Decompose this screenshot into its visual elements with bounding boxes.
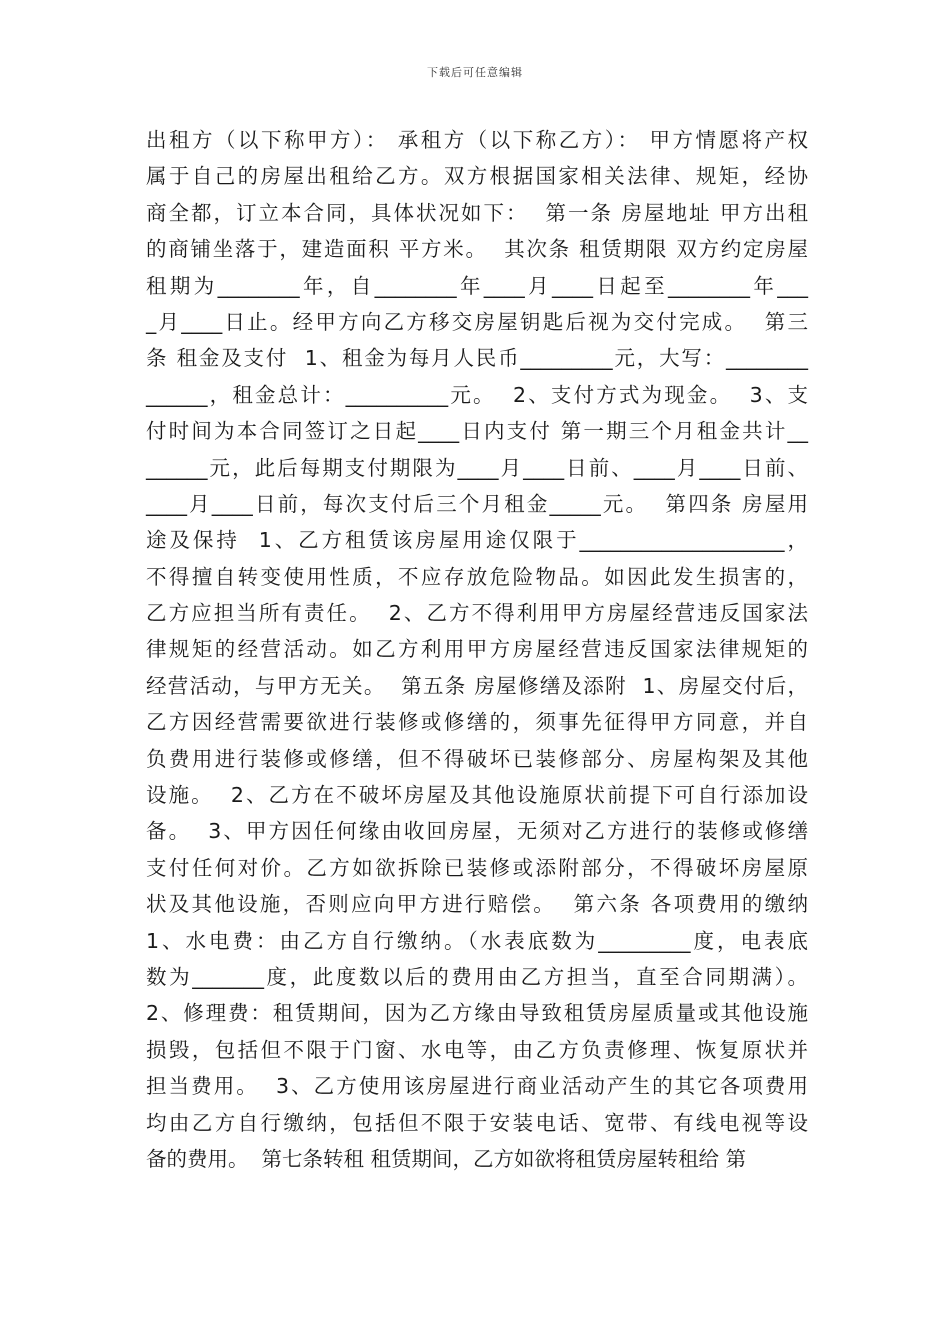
text-line: 数为_______度，此度数以后的费用由乙方担当，直至合同期满）。 (146, 964, 808, 989)
text-line: 付时间为本合同签订之日起____日内支付 第一期三个月租金共计__ (146, 419, 808, 444)
text-line: 租期为________年，自________年____月____日起至________年___ (146, 273, 808, 298)
text-line: 商全都，订立本合同，具体状况如下： 第一条 房屋地址 甲方出租 (146, 200, 808, 225)
text-line: 负费用进行装修或修缮，但不得破坏已装修部分、房屋构架及其他 (146, 746, 808, 771)
text-line: 2、修理费：租赁期间，因为乙方缘由导致租赁房屋质量或其他设施 (146, 1001, 808, 1026)
text-line: 1、水电费：由乙方自行缴纳。（水表底数为_________度，电表底 (146, 928, 808, 953)
page-header: 下载后可任意编辑 (427, 66, 523, 79)
text-line: ______，租金总计：__________元。 2、支付方式为现金。 3、支 (146, 382, 808, 407)
text-line: 备。 3、甲方因任何缘由收回房屋，无须对乙方进行的装修或修缮 (146, 819, 808, 844)
text-line: 设施。 2、乙方在不破坏房屋及其他设施原状前提下可自行添加设 (146, 783, 808, 808)
text-line: 律规矩的经营活动。如乙方利用甲方房屋经营违反国家法律规矩的 (146, 637, 808, 662)
text-line: 出租方（以下称甲方）： 承租方（以下称乙方）： 甲方情愿将产权 (146, 128, 808, 152)
text-line: 属于自己的房屋出租给乙方。双方根据国家相关法律、规矩，经协 (146, 164, 808, 189)
text-line: ______元，此后每期支付期限为____月____日前、____月____日前、 (146, 455, 808, 480)
text-line: 经营活动，与甲方无关。 第五条 房屋修缮及添附 1、房屋交付后， (146, 673, 808, 698)
text-line: 的商铺坐落于，建造面积 平方米。 其次条 租赁期限 双方约定房屋 (146, 237, 808, 262)
text-line: 乙方因经营需要欲进行装修或修缮的，须事先征得甲方同意，并自 (146, 710, 808, 735)
text-line: _月____日止。经甲方向乙方移交房屋钥匙后视为交付完成。 第三 (146, 309, 808, 334)
text-line: 乙方应担当所有责任。 2、乙方不得利用甲方房屋经营违反国家法 (146, 601, 808, 626)
text-line: 损毁，包括但不限于门窗、水电等，由乙方负责修理、恢复原状并 (146, 1037, 808, 1062)
text-line: 条 租金及支付 1、租金为每月人民币_________元，大写：________ (146, 346, 808, 371)
text-line: 状及其他设施，否则应向甲方进行赔偿。 第六条 各项费用的缴纳 (146, 892, 808, 917)
contract-body (146, 122, 808, 1177)
text-line: 担当费用。 3、乙方使用该房屋进行商业活动产生的其它各项费用 (146, 1074, 808, 1099)
text-line: 均由乙方自行缴纳，包括但不限于安装电话、宽带、有线电视等设 (146, 1110, 808, 1135)
text-line: ____月____日前，每次支付后三个月租金_____元。 第四条 房屋用 (146, 491, 808, 516)
text-line: 支付任何对价。乙方如欲拆除已装修或添附部分，不得破坏房屋原 (146, 855, 808, 880)
text-line: 途及保持 1、乙方租赁该房屋用途仅限于____________________， (146, 528, 808, 553)
text-line: 备的费用。 第七条转租 租赁期间，乙方如欲将租赁房屋转租给 第 (146, 1146, 747, 1171)
text-line: 不得擅自转变使用性质，不应存放危险物品。如因此发生损害的， (146, 564, 808, 589)
